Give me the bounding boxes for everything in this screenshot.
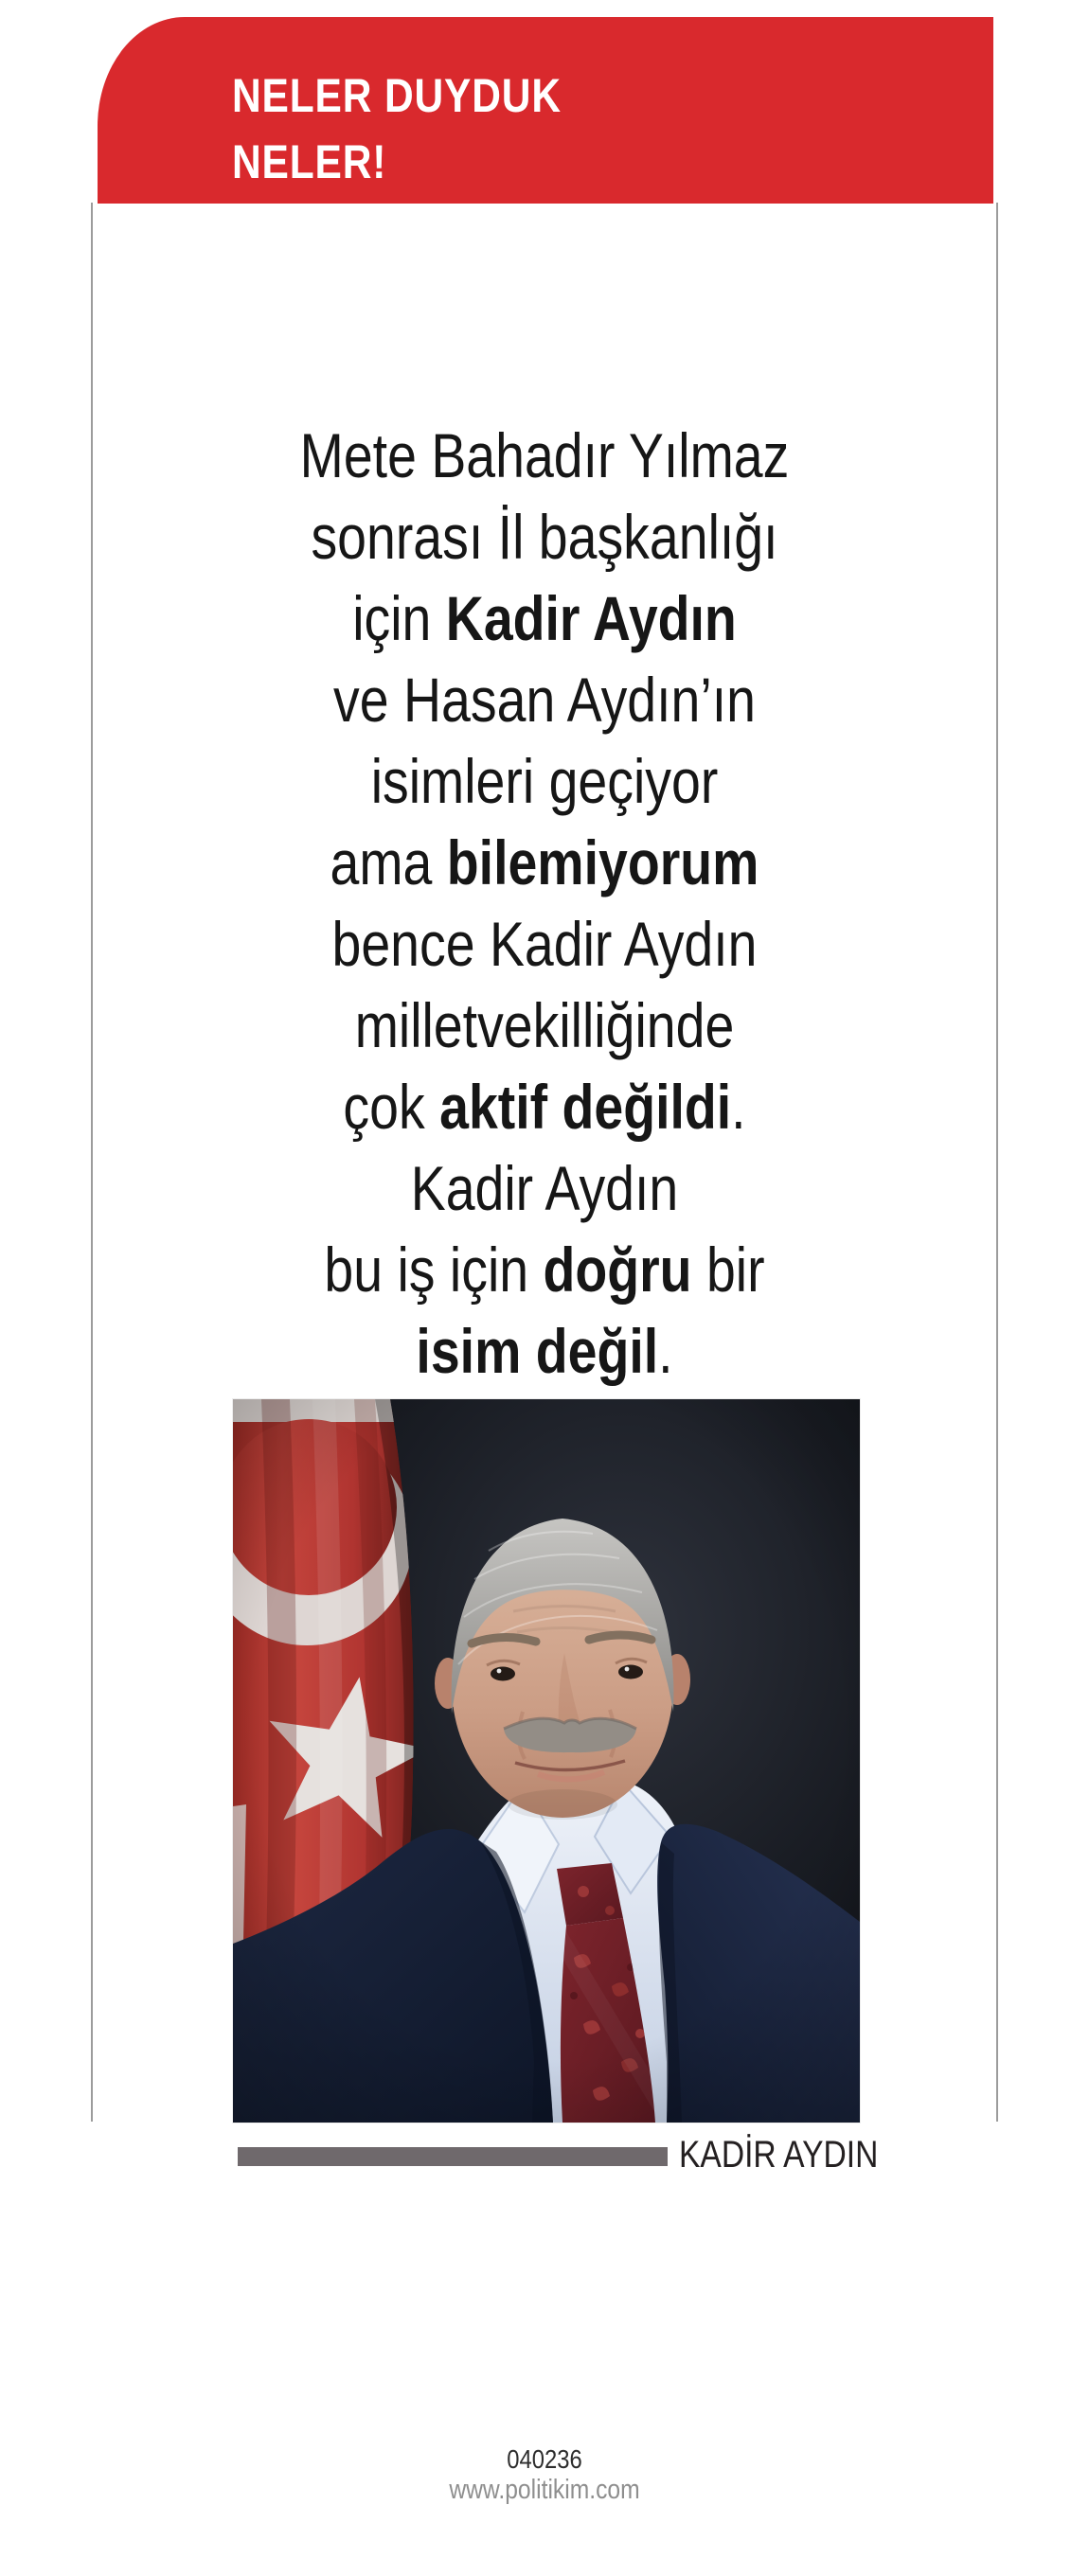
- quote-line: isimleri geçiyor: [370, 746, 719, 816]
- caption-bar: [238, 2147, 668, 2166]
- quote-line: bence Kadir Aydın: [331, 909, 758, 979]
- quote-line: için Kadir Aydın: [352, 583, 737, 653]
- footer: [0, 2445, 1089, 2506]
- quote-line: Mete Bahadır Yılmaz: [299, 420, 790, 490]
- headline-line-2: NELER!: [232, 135, 387, 188]
- portrait-photo: [233, 1399, 860, 2123]
- headline-line-1: NELER DUYDUK: [232, 69, 562, 122]
- footer-code: 040236: [507, 2444, 582, 2474]
- quote-line: ama bilemiyorum: [330, 827, 759, 897]
- footer-site-url: www.politikim.com: [449, 2475, 640, 2505]
- quote-line: milletvekilliğinde: [354, 990, 735, 1060]
- quote-line: ve Hasan Aydın’ın: [333, 665, 756, 735]
- quote-line: isim değil.: [416, 1316, 673, 1386]
- quote-line: bu iş için doğru bir: [324, 1235, 765, 1305]
- photo-vignette: [233, 1399, 860, 2123]
- headline-text: [232, 62, 562, 195]
- caption-name: KADİR AYDIN: [679, 2134, 879, 2176]
- quote-line: çok aktif değildi.: [343, 1072, 746, 1142]
- quote-line: sonrası İl başkanlığı: [311, 502, 778, 572]
- headline-banner: [98, 17, 993, 204]
- quote-text: [87, 415, 1002, 1392]
- portrait-photo-svg: [233, 1399, 860, 2123]
- quote-line: Kadir Aydın: [410, 1153, 679, 1223]
